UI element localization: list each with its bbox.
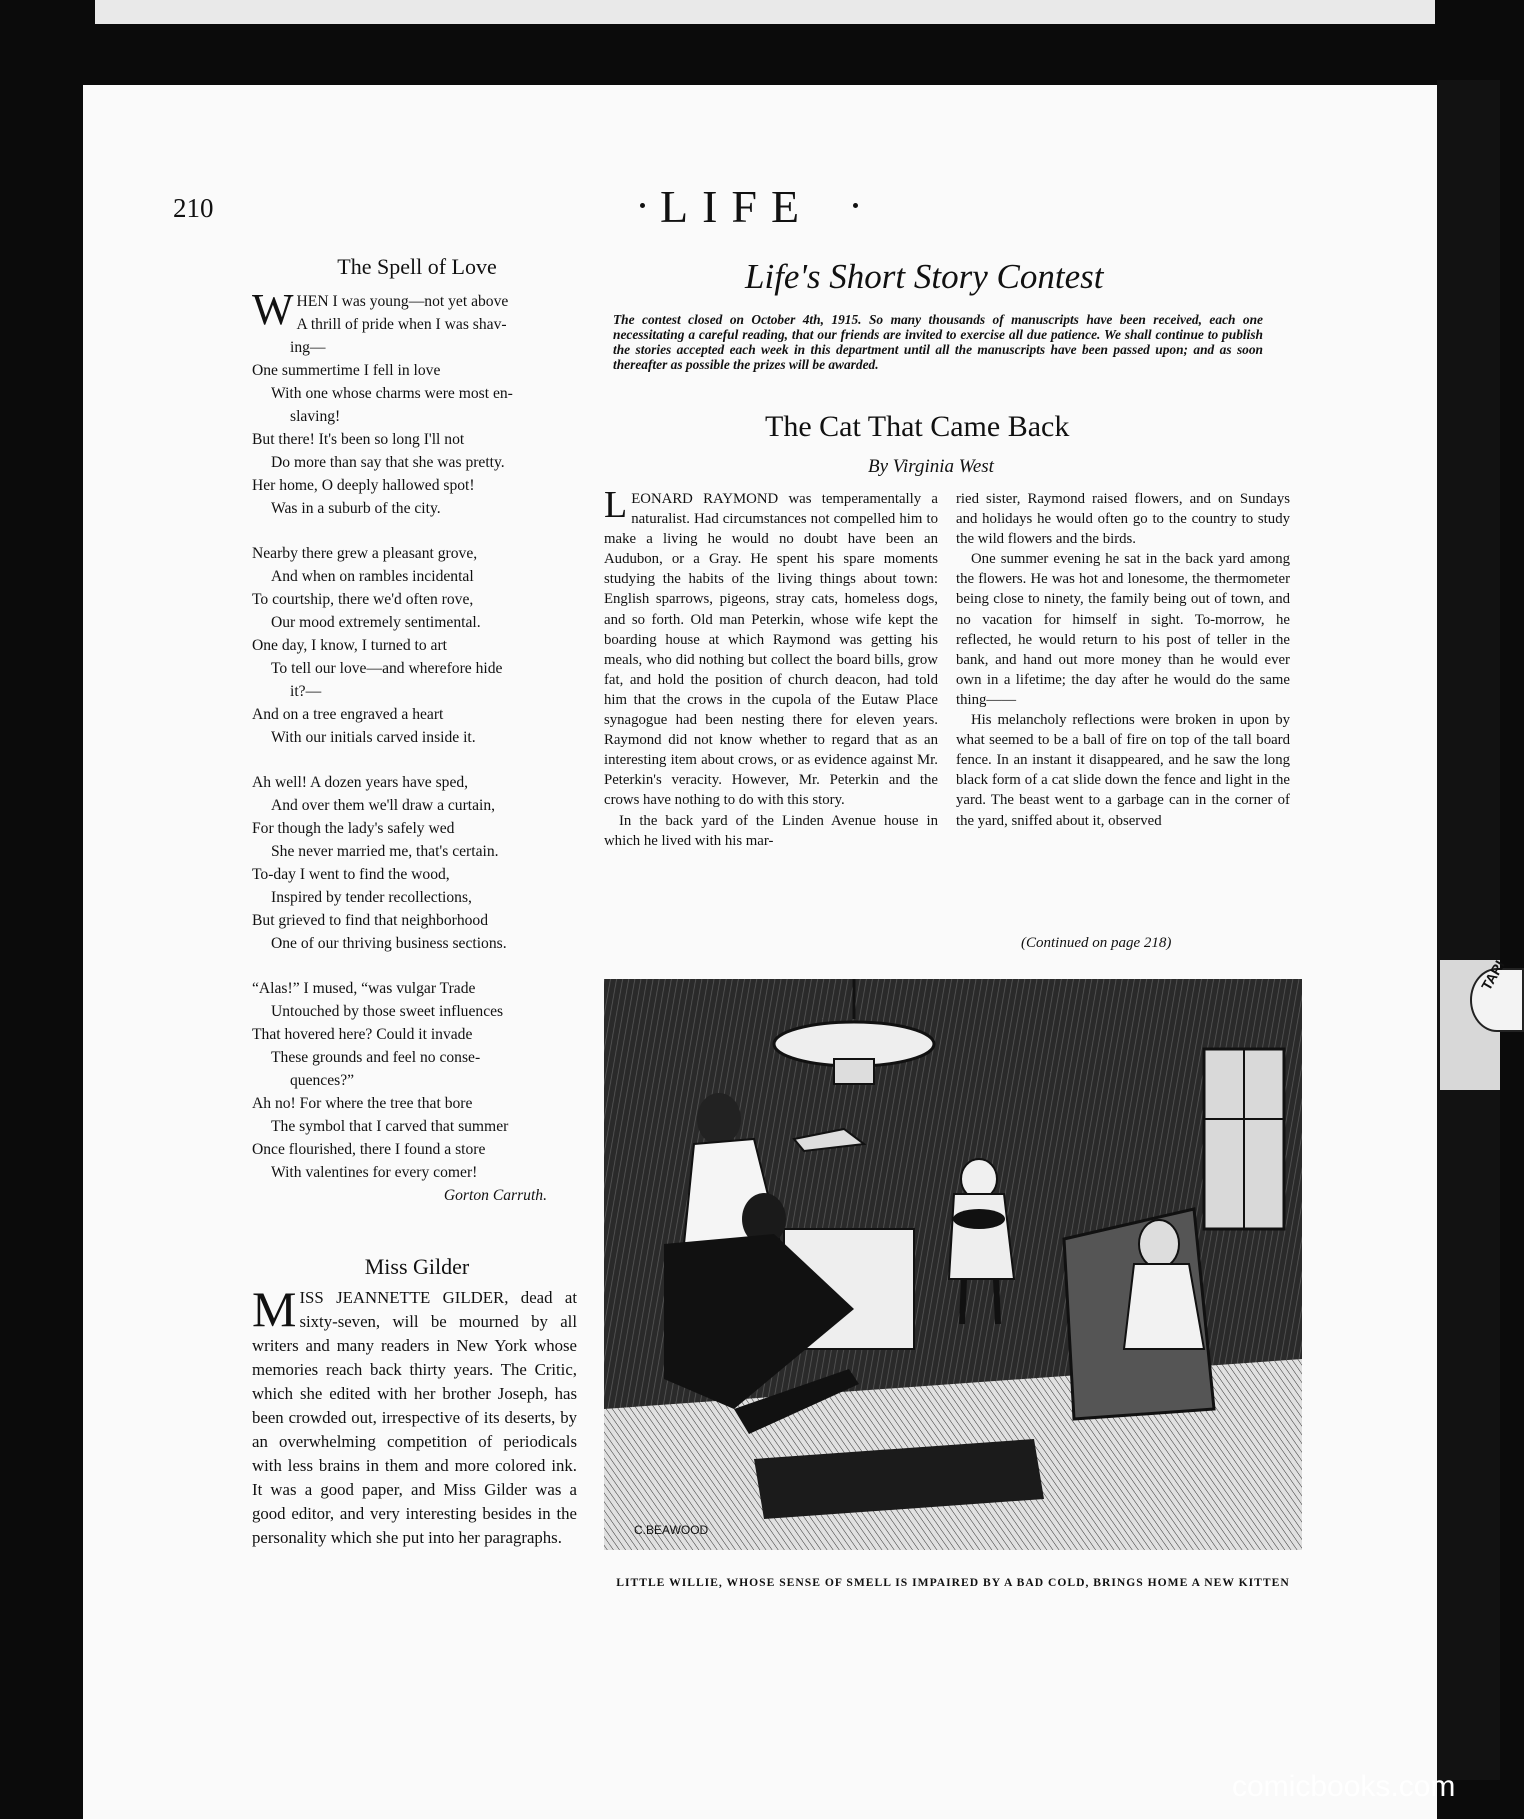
story-dropcap: L xyxy=(604,484,628,526)
poem-body xyxy=(252,285,582,1184)
poem-line: The symbol that I carved that summer xyxy=(271,1118,509,1135)
illustration-caption: LITTLE WILLIE, WHOSE SENSE OF SMELL IS IMPAIRED BY A BAD COLD, BRINGS HOME A NEW KITTEN xyxy=(616,1576,1290,1589)
poem-line: A thrill of pride when I was shav- xyxy=(296,316,507,333)
artist-signature: C.BEAWOOD xyxy=(634,1523,709,1537)
story-column-1 xyxy=(604,484,938,851)
poem-line: For though the lady's safely wed xyxy=(252,820,455,837)
illustration-drawing xyxy=(604,979,1302,1550)
kitten xyxy=(953,1209,1005,1229)
stanza-break xyxy=(252,955,582,977)
story-paragraph: One summer evening he sat in the back yard among the flowers. He was hot and lonesome, the thermometer being close to ninety, the family being out of town, and no vacation for himself in sight. To-morrow, he reflected, he would return to his post of teller in the bank, and hand out more money than he would ever own in a lifetime; the day after he would do the same thing—— xyxy=(956,551,1290,708)
poem-line: One of our thriving business sections. xyxy=(271,935,507,952)
gilder-title: Miss Gilder xyxy=(364,1254,470,1279)
poem-line: Once flourished, there I found a store xyxy=(252,1141,486,1158)
poem-signature: Gorton Carruth. xyxy=(443,1187,547,1204)
girl-head xyxy=(1139,1220,1179,1268)
poem-line: slaving! xyxy=(290,408,341,425)
gilder-article xyxy=(252,1281,577,1550)
poem-line: Her home, O deeply hallowed spot! xyxy=(252,477,475,494)
masthead-dot-right xyxy=(853,203,858,208)
contest-title: Life's Short Story Contest xyxy=(745,257,1104,296)
story-column-2 xyxy=(956,489,1290,831)
stanza-break xyxy=(252,749,582,771)
poem-line: Nearby there grew a pleasant grove, xyxy=(252,545,478,562)
poem-line: Ah no! For where the tree that bore xyxy=(252,1095,473,1112)
poem-line: And when on rambles incidental xyxy=(271,568,474,585)
story-paragraph: His melancholy reflections were broken in upon by what seemed to be a ball of fire on top of the tall board fence. In an instant it disappeared, and he saw the long black form of a cat slide down the fence and light in the yard. The beast went to a garbage can in the corner of the yard, sniffed about it, observed xyxy=(956,712,1290,829)
story-text: EONARD RAYMOND was temperamentally a naturalist. Had circumstances not compelled him to make a living he would no doubt have been an Audubon, or a Gray. He spent his spare moments studying the habits of the living things about town: English sparrows, pigeons, stray cats, homeless dogs, and so forth. Old man Peterkin, whose wife kept the boarding house at which Raymond was getting his meals, who did nothing but collect the board bills, grow fat, and hold the position of church deacon, had told him that the crows in the cupola of the Eutaw Place synagogue had been nesting there for eleven years. Raymond did not know whether to regard that as an interesting item about crows, or as evidence against Mr. Peterkin's veracity. However, Mr. Peterkin and the crows have nothing to do with this story. xyxy=(604,491,938,809)
poem-line: But grieved to find that neighborhood xyxy=(252,912,489,929)
poem-line: And over them we'll draw a curtain, xyxy=(271,797,496,814)
gilder-text: ISS JEANNETTE GILDER, dead at sixty-seven, will be mourned by all writers and many readers in New York whose memories reach back thirty years. The Critic, which she edited with her brother Joseph, has been crowded out, irrespective of its deserts, by an overwhelming competition of periodicals with less brains in them and more colored ink. It was a good paper, and Miss Gilder was a good editor, and very interesting besides in the personality which she put into her paragraphs. xyxy=(252,1288,577,1547)
child-body xyxy=(949,1194,1014,1279)
poem-line: She never married me, that's certain. xyxy=(271,843,499,860)
poem-title: The Spell of Love xyxy=(337,254,497,279)
poem-line: But there! It's been so long I'll not xyxy=(252,431,465,448)
poem-line: Do more than say that she was pretty. xyxy=(271,454,505,471)
poem-line: it?— xyxy=(290,683,322,700)
scan-right-edge xyxy=(1437,80,1500,1780)
story-paragraph: In the back yard of the Linden Avenue house in which he lived with his mar- xyxy=(604,812,938,849)
tariff-tag-text: TARI xyxy=(1478,957,1508,993)
poem-line: ing— xyxy=(290,339,326,356)
poem-line: These grounds and feel no conse- xyxy=(271,1049,481,1066)
poem-line: One summertime I fell in love xyxy=(252,362,441,379)
girl-body xyxy=(1124,1264,1204,1349)
poem-line: With valentines for every comer! xyxy=(271,1164,478,1181)
woman-head xyxy=(697,1093,741,1145)
story-title: The Cat That Came Back xyxy=(765,410,1070,443)
site-watermark: comicbooks.com xyxy=(1232,1770,1456,1803)
poem-line: Ah well! A dozen years have sped, xyxy=(252,774,469,791)
poem-line: With our initials carved inside it. xyxy=(271,729,476,746)
poem-line: Was in a suburb of the city. xyxy=(271,500,441,517)
story-illustration xyxy=(604,979,1302,1550)
poem-line: Inspired by tender recollections, xyxy=(271,889,472,906)
poem-line: To tell our love—and wherefore hide xyxy=(271,660,503,677)
poem-line: HEN I was young—not yet above xyxy=(296,293,509,310)
poem-line: To-day I went to find the wood, xyxy=(252,866,450,883)
masthead-dot-left xyxy=(640,203,645,208)
continued-notice: (Continued on page 218) xyxy=(1021,935,1172,951)
masthead: LIFE xyxy=(660,181,814,232)
poem-line: That hovered here? Could it invade xyxy=(252,1026,473,1043)
stanza-break xyxy=(252,520,582,542)
page-number: 210 xyxy=(173,193,214,223)
poem-line: Our mood extremely sentimental. xyxy=(271,614,481,631)
story-paragraph: ried sister, Raymond raised flowers, and on Sundays and holidays he would often go to the country to study the wild flowers and the birds. xyxy=(956,491,1290,548)
poem-line: “Alas!” I mused, “was vulgar Trade xyxy=(252,980,476,997)
story-byline: By Virginia West xyxy=(868,456,994,477)
left-column xyxy=(252,255,582,1550)
poem-line: And on a tree engraved a heart xyxy=(252,706,444,723)
contest-note: The contest closed on October 4th, 1915. So many thousands of manuscripts have been received, each one necessitating a careful reading, that our friends are invited to exercise all due patience. We shall continue to publish the stories accepted each week in this department until all the manuscripts have been passed upon; and as soon thereafter as possible the prizes will be awarded. xyxy=(613,312,1263,372)
scan-top-strip xyxy=(95,0,1435,24)
poem-line: quences?” xyxy=(290,1072,355,1089)
poem-line: To courtship, there we'd often rove, xyxy=(252,591,474,608)
poem-line: With one whose charms were most en- xyxy=(271,385,513,402)
poem-line: Untouched by those sweet influences xyxy=(271,1003,504,1020)
gilder-dropcap: M xyxy=(252,1281,297,1337)
poem-dropcap: W xyxy=(252,285,294,334)
poem-line: One day, I know, I turned to art xyxy=(252,637,448,654)
story-paragraph xyxy=(604,484,938,811)
